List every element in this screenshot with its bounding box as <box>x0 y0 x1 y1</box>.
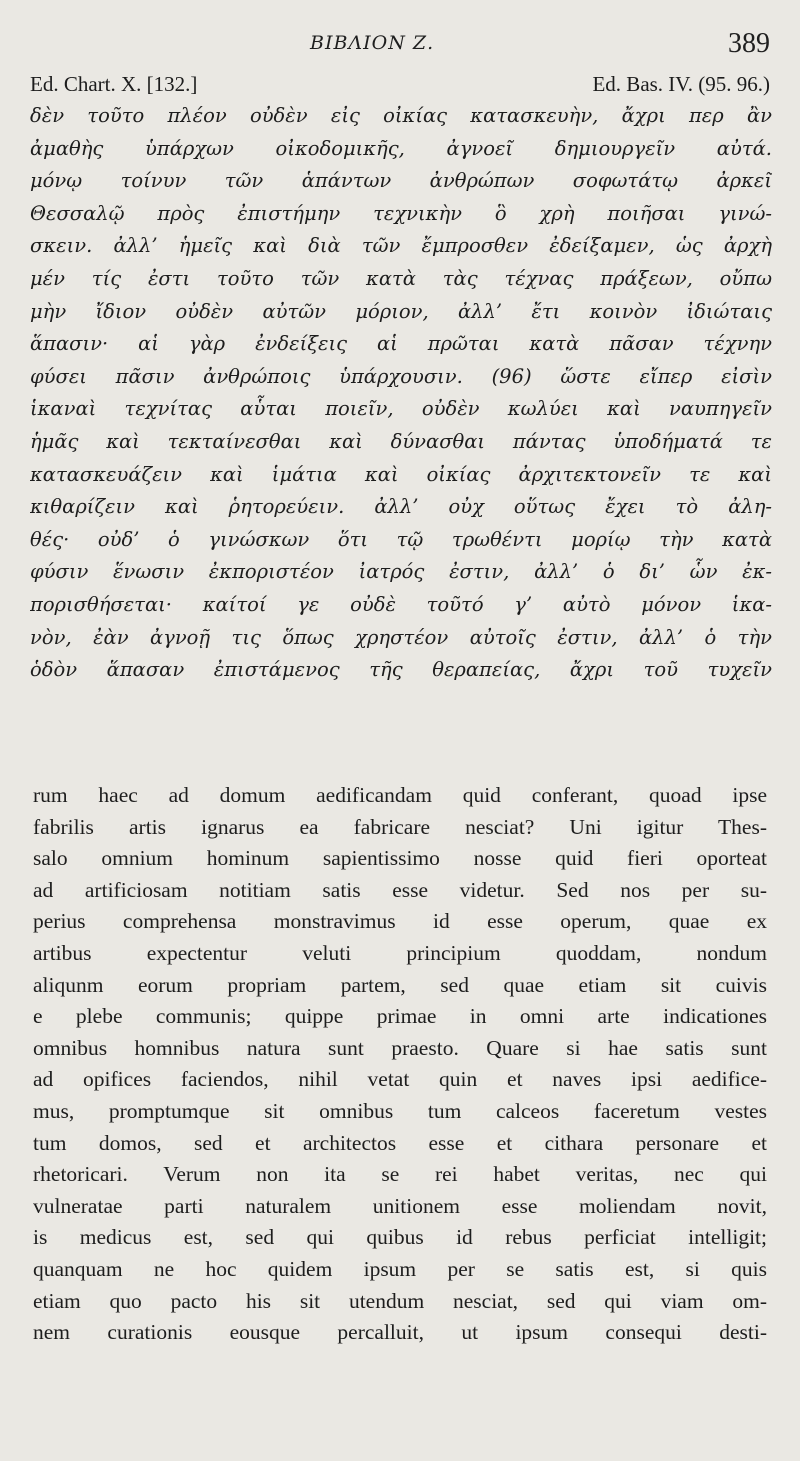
edition-reference-line <box>30 72 770 102</box>
greek-text-line: δὲν τοῦτο πλέον οὐδὲν εἰς οἰκίας κατασκευὴν, ἄχρι περ ἂν <box>30 104 772 127</box>
greek-text-block <box>30 100 772 687</box>
running-head <box>0 28 800 68</box>
greek-text-line: Θεσσαλῷ πρὸς ἐπιστήμην τεχνικὴν ὃ χρὴ ποιῆσαι γινώ- <box>30 201 772 225</box>
latin-text-line: rhetoricari. Verum non ita se rei habet veritas, nec qui <box>33 1162 767 1187</box>
latin-text-line: etiam quo pacto his sit utendum nesciat, sed qui viam om- <box>33 1288 767 1313</box>
running-title: ΒΙΒΛΙΟΝ Ζ. <box>310 32 435 54</box>
greek-text-line: κιθαρίζειν καὶ ῥητορεύειν. ἀλλ’ οὐχ οὕτως ἔχει τὸ ἀλη- <box>30 495 772 519</box>
latin-text-line: nem curationis eousque percalluit, ut ipsum consequi desti- <box>33 1320 767 1345</box>
greek-text-line: νὸν, ἐὰν ἀγνοῇ τις ὅπως χρηστέον αὐτοῖς ἐστιν, ἀλλ’ ὁ τὴν <box>30 625 772 649</box>
page-number: 389 <box>728 28 770 59</box>
latin-text-block <box>33 780 767 1349</box>
latin-text-line: e plebe communis; quippe primae in omni arte indicationes <box>33 1004 767 1029</box>
latin-text-line: is medicus est, sed qui quibus id rebus perficiat intelligit; <box>33 1225 767 1250</box>
greek-text-line: σκειν. ἀλλ’ ἡμεῖς καὶ διὰ τῶν ἔμπροσθεν ἐδείξαμεν, ὡς ἀρχὴ <box>30 234 772 258</box>
latin-text-line: fabrilis artis ignarus ea fabricare nesciat? Uni igitur Thes- <box>33 814 767 839</box>
greek-text-line: μέν τίς ἐστι τοῦτο τῶν κατὰ τὰς τέχνας πράξεων, οὔπω <box>30 266 772 290</box>
greek-text-line: πορισθήσεται· καίτοί γε οὐδὲ τοῦτό γ’ αὐτὸ μόνον ἱκα- <box>30 592 772 616</box>
latin-text-line: ad artificiosam notitiam satis esse videtur. Sed nos per su- <box>33 877 767 902</box>
greek-text-line: ἡμᾶς καὶ τεκταίνεσθαι καὶ δύνασθαι πάντας ὑποδήματά τε <box>30 429 772 453</box>
latin-text-line: tum domos, sed et architectos esse et cithara personare et <box>33 1130 767 1155</box>
latin-text-line: vulneratae parti naturalem unitionem esse moliendam novit, <box>33 1193 767 1218</box>
latin-text-line: mus, promptumque sit omnibus tum calceos faceretum vestes <box>33 1098 767 1123</box>
latin-text-line: salo omnium hominum sapientissimo nosse quid fieri oporteat <box>33 846 767 871</box>
greek-text-line: ἅπασιν· αἱ γὰρ ἐνδείξεις αἱ πρῶται κατὰ πᾶσαν τέχνην <box>30 332 772 356</box>
greek-text-line: φύσει πᾶσιν ἀνθρώποις ὑπάρχουσιν. (96) ὥστε εἴπερ εἰσὶν <box>30 364 772 388</box>
latin-text-line: omnibus homnibus natura sunt praesto. Quare si hae satis sunt <box>33 1035 767 1060</box>
latin-text-line: ad opifices faciendos, nihil vetat quin et naves ipsi aedifice- <box>33 1067 767 1092</box>
greek-text-line: φύσιν ἕνωσιν ἐκποριστέον ἰατρός ἐστιν, ἀλλ’ ὁ δι’ ὧν ἐκ- <box>30 560 772 584</box>
latin-text-line: perius comprehensa monstravimus id esse operum, quae ex <box>33 909 767 934</box>
greek-text-line: μόνῳ τοίνυν τῶν ἁπάντων ἀνθρώπων σοφωτάτῳ ἀρκεῖ <box>30 169 772 193</box>
edition-reference-chart: Ed. Chart. X. [132.] <box>30 72 198 96</box>
greek-text-line: θές· οὐδ’ ὁ γινώσκων ὅτι τῷ τρωθέντι μορίῳ τὴν κατὰ <box>30 527 772 551</box>
greek-text-line: μὴν ἴδιον οὐδὲν αὐτῶν μόριον, ἀλλ’ ἔτι κοινὸν ἰδιώταις <box>30 299 772 323</box>
latin-text-line: artibus expectentur veluti principium quoddam, nondum <box>33 940 767 965</box>
greek-text-line: ἀμαθὴς ὑπάρχων οἰκοδομικῆς, ἀγνοεῖ δημιουργεῖν αὐτά. <box>30 136 772 160</box>
latin-text-line: aliqunm eorum propriam partem, sed quae etiam sit cuivis <box>33 972 767 997</box>
greek-text-line: ἱκαναὶ τεχνίτας αὗται ποιεῖν, οὐδὲν κωλύει καὶ ναυπηγεῖν <box>30 397 772 421</box>
latin-text-line: quanquam ne hoc quidem ipsum per se satis est, si quis <box>33 1256 767 1281</box>
greek-text-line: ὁδὸν ἅπασαν ἐπιστάμενος τῆς θεραπείας, ἄχρι τοῦ τυχεῖν <box>30 658 772 682</box>
greek-text-line: κατασκευάζειν καὶ ἱμάτια καὶ οἰκίας ἀρχιτεκτονεῖν τε καὶ <box>30 462 772 486</box>
edition-reference-basel: Ed. Bas. IV. (95. 96.) <box>592 72 770 96</box>
latin-text-line: rum haec ad domum aedificandam quid conferant, quoad ipse <box>33 783 767 807</box>
